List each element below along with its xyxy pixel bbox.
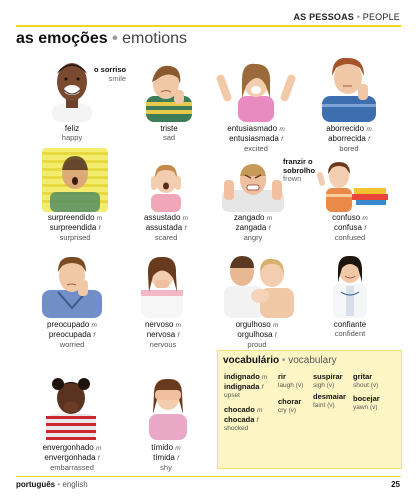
photo-excited	[216, 56, 296, 122]
title-pt: as emoções	[16, 30, 108, 47]
footer-separator: •	[57, 480, 61, 489]
gender-f: f	[261, 383, 264, 391]
vocabulary-title-en: vocabulary	[288, 355, 337, 366]
photo-scared	[147, 160, 185, 212]
gender-m: m	[256, 407, 263, 414]
gender-m: m	[91, 322, 97, 329]
gender-m: m	[175, 322, 182, 329]
section-header	[293, 12, 400, 22]
caption-excited-pt-m: entusiasmado	[227, 124, 278, 133]
vocab-term: chorar	[278, 397, 302, 406]
gender-m: m	[279, 126, 285, 133]
gender-f: f	[368, 136, 370, 143]
vocab-translation: cry (v)	[278, 406, 297, 414]
caption-nervous-en: nervous	[149, 340, 177, 349]
vocab-term: suspirar	[313, 372, 343, 381]
caption-surprised	[25, 213, 125, 242]
caption-angry-en: angry	[243, 233, 263, 242]
section-title-en: PEOPLE	[362, 12, 400, 22]
caption-proud-pt-f: orgulhosa	[237, 330, 273, 339]
caption-bored-en: bored	[339, 144, 359, 153]
gender-m: m	[261, 374, 268, 381]
caption-bored-pt-m: aborrecido	[326, 124, 365, 133]
photo-confident	[331, 252, 369, 318]
footer-language-pt: português	[16, 480, 56, 489]
gender-m: m	[266, 215, 273, 222]
caption-excited	[206, 124, 306, 153]
gender-m: m	[182, 215, 189, 222]
photo-proud	[220, 252, 294, 318]
gender-f: f	[184, 225, 187, 232]
vocabulary-title-pt: vocabulário	[223, 355, 280, 366]
caption-proud-pt-m: orgulhoso	[235, 320, 271, 329]
photo-surprised	[42, 148, 108, 212]
photo-confused	[312, 158, 388, 212]
caption-confident-pt: confiante	[333, 320, 367, 329]
vocab-translation: shocked	[224, 425, 249, 432]
caption-happy	[22, 124, 122, 142]
caption-shy-pt-f: tímida	[153, 453, 175, 462]
section-title: AS PESSOAS	[293, 12, 355, 22]
vocab-term: bocejar	[353, 394, 380, 403]
photo-sad	[140, 56, 198, 122]
caption-surprised-pt-m: surpreendido	[47, 213, 95, 222]
caption-embarrassed-pt-m: envergonhado	[42, 443, 94, 452]
gender-m: m	[175, 445, 181, 452]
vocab-term: desmaiar	[313, 392, 346, 401]
caption-embarrassed	[22, 443, 122, 472]
vocab-gritar	[353, 373, 378, 390]
title-separator: •	[112, 30, 118, 47]
gender-m: m	[272, 322, 279, 329]
footer-language-en: english	[62, 480, 88, 489]
caption-happy-en: happy	[61, 133, 83, 142]
caption-nervous	[113, 320, 213, 349]
caption-proud-en: proud	[247, 340, 267, 349]
caption-embarrassed-en: embarrassed	[50, 463, 94, 472]
callout-frown-pt-2: sobrolho	[283, 165, 316, 175]
vocab-term: chocada	[224, 414, 255, 424]
vocab-translation: yawn (v)	[353, 403, 378, 411]
caption-surprised-en: surprised	[59, 233, 91, 242]
vocab-term: chocado	[224, 405, 255, 414]
vocab-translation: sigh (v)	[313, 381, 335, 389]
caption-sad-en: sad	[162, 133, 176, 142]
caption-surprised-pt-f: surpreendida	[49, 223, 97, 232]
caption-happy-pt: feliz	[64, 124, 80, 133]
caption-shy-pt-m: tímido	[151, 443, 174, 452]
header-rule	[16, 25, 401, 27]
caption-worried	[22, 320, 122, 349]
callout-smile-en: smile	[108, 73, 127, 83]
caption-worried-pt-f: preocupada	[48, 330, 92, 339]
caption-shy-en: shy	[160, 463, 172, 472]
section-separator: •	[356, 12, 361, 22]
photo-bored	[318, 50, 380, 122]
vocab-translation: faint (v)	[313, 401, 335, 409]
vocab-chorar	[278, 398, 301, 415]
caption-proud	[207, 320, 307, 349]
vocabulary-box	[217, 350, 402, 469]
caption-excited-pt-f: entusiasmada	[229, 134, 279, 143]
vocab-bocejar	[353, 395, 380, 412]
footer-rule	[16, 476, 401, 477]
page-title	[16, 30, 187, 48]
caption-confused-pt-m: confuso	[332, 213, 361, 222]
photo-shy	[145, 374, 191, 440]
caption-bored	[299, 124, 399, 153]
caption-shy	[116, 443, 216, 472]
vocabulary-title	[223, 355, 337, 366]
gender-f: f	[274, 332, 277, 339]
photo-embarrassed	[42, 374, 100, 440]
caption-angry-pt-m: zangado	[233, 213, 265, 222]
gender-f: f	[97, 455, 100, 462]
gender-m: m	[96, 215, 103, 222]
caption-scared-pt-m: assustado	[143, 213, 181, 222]
callout-frown	[283, 158, 315, 184]
caption-scared-pt-f: assustada	[145, 223, 183, 232]
gender-m: m	[95, 445, 102, 452]
vocab-desmaiar	[313, 393, 346, 410]
caption-confident-en: confident	[334, 329, 366, 338]
photo-nervous	[137, 252, 187, 318]
title-en: emotions	[122, 30, 188, 47]
caption-bored-pt-f: aborrecida	[328, 134, 366, 143]
caption-sad	[119, 124, 219, 142]
caption-worried-en: worried	[59, 340, 85, 349]
gender-m: m	[366, 126, 372, 133]
callout-smile	[94, 66, 126, 83]
vocab-suspirar	[313, 373, 343, 390]
caption-sad-pt: triste	[160, 124, 178, 133]
footer-language	[16, 480, 88, 489]
gender-f: f	[268, 225, 271, 232]
gender-f: f	[93, 332, 96, 339]
vocab-term: rir	[278, 372, 286, 381]
caption-scared-en: scared	[154, 233, 178, 242]
vocab-term: gritar	[353, 372, 373, 381]
vocab-translation: shout (v)	[353, 381, 379, 389]
caption-scared	[116, 213, 216, 242]
gender-f: f	[177, 332, 180, 339]
caption-confident	[300, 320, 400, 338]
photo-angry	[222, 160, 284, 212]
gender-f: f	[256, 416, 259, 424]
caption-embarrassed-pt-f: envergonhada	[44, 453, 96, 462]
gender-f: f	[98, 225, 101, 232]
caption-confused	[300, 213, 400, 242]
caption-confused-en: confused	[334, 233, 366, 242]
callout-frown-en: frown	[283, 174, 302, 183]
caption-angry	[203, 213, 303, 242]
vocab-term: indignada	[224, 381, 260, 391]
caption-excited-en: excited	[244, 144, 268, 153]
caption-confused-pt-f: confusa	[333, 223, 362, 232]
callout-smile-pt: o sorriso	[94, 65, 127, 74]
vocab-translation: laugh (v)	[278, 381, 304, 389]
vocab-term: indignado	[224, 372, 260, 381]
page-number: 25	[391, 480, 400, 489]
gender-f: f	[177, 455, 179, 462]
photo-worried	[38, 252, 106, 318]
vocabulary-title-separator: •	[281, 355, 286, 366]
caption-worried-pt-m: preocupado	[47, 320, 90, 329]
vocab-translation: upset	[224, 392, 240, 399]
caption-angry-pt-f: zangada	[235, 223, 267, 232]
gender-f: f	[364, 225, 367, 232]
gender-f: f	[281, 136, 283, 143]
vocab-indignado	[224, 373, 267, 401]
vocab-chocado	[224, 406, 262, 434]
caption-nervous-pt-m: nervoso	[144, 320, 174, 329]
gender-m: m	[362, 215, 368, 222]
callout-frown-pt-1: franzir o	[283, 157, 313, 166]
caption-nervous-pt-f: nervosa	[146, 330, 176, 339]
vocab-rir	[278, 373, 303, 390]
